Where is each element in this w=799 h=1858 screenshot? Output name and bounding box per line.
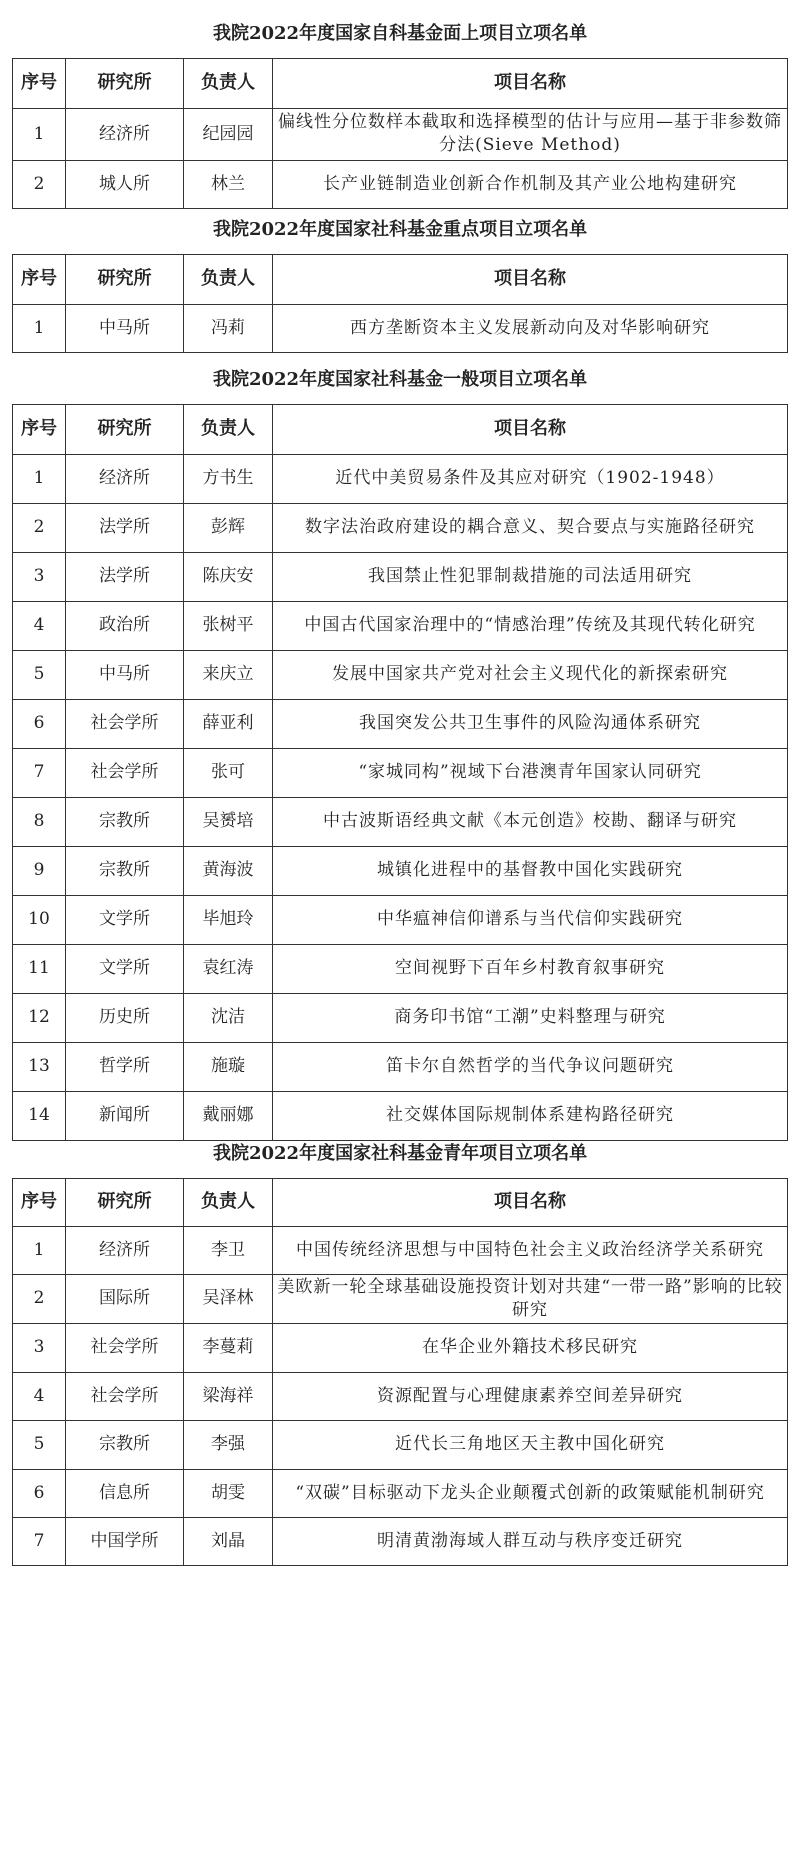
row-leader: 冯莉 [184, 304, 273, 352]
row-leader: 来庆立 [184, 650, 273, 699]
row-project-name: 明清黄渤海域人群互动与秩序变迁研究 [273, 1517, 788, 1565]
row-institute: 宗教所 [66, 846, 184, 895]
table-row [13, 1274, 788, 1323]
table-row [13, 1323, 788, 1372]
header-leader: 负责人 [184, 254, 273, 304]
table-header-row [13, 254, 788, 304]
row-project-name: 数字法治政府建设的耦合意义、契合要点与实施路径研究 [273, 503, 788, 552]
header-project-name: 项目名称 [273, 58, 788, 108]
table-header-row [13, 404, 788, 454]
row-leader: 胡雯 [184, 1469, 273, 1517]
table-row [13, 1469, 788, 1517]
row-institute: 法学所 [66, 503, 184, 552]
row-institute: 经济所 [66, 1226, 184, 1274]
header-no: 序号 [13, 404, 66, 454]
header-institute: 研究所 [66, 254, 184, 304]
table-row [13, 552, 788, 601]
header-institute: 研究所 [66, 58, 184, 108]
row-number: 5 [13, 650, 66, 699]
row-institute: 政治所 [66, 601, 184, 650]
project-table-2 [12, 206, 788, 353]
row-number: 5 [13, 1420, 66, 1469]
row-number: 6 [13, 1469, 66, 1517]
row-number: 2 [13, 160, 66, 208]
table-row [13, 1517, 788, 1565]
row-institute: 经济所 [66, 454, 184, 503]
table-row [13, 748, 788, 797]
table-row [13, 846, 788, 895]
row-number: 1 [13, 454, 66, 503]
header-leader: 负责人 [184, 1178, 273, 1226]
row-project-name: 社交媒体国际规制体系建构路径研究 [273, 1091, 788, 1140]
table-row [13, 1042, 788, 1091]
row-leader: 梁海祥 [184, 1372, 273, 1420]
header-no: 序号 [13, 254, 66, 304]
table-row [13, 454, 788, 503]
row-project-name: 近代长三角地区天主教中国化研究 [273, 1420, 788, 1469]
row-institute: 宗教所 [66, 797, 184, 846]
row-number: 3 [13, 552, 66, 601]
row-leader: 刘晶 [184, 1517, 273, 1565]
project-table-1 [12, 10, 788, 209]
section-title: 我院2022年度国家社科基金青年项目立项名单 [13, 1130, 788, 1178]
table-row [13, 503, 788, 552]
row-institute: 新闻所 [66, 1091, 184, 1140]
row-leader: 彭辉 [184, 503, 273, 552]
row-project-name: 空间视野下百年乡村教育叙事研究 [273, 944, 788, 993]
row-project-name: 商务印书馆“工潮”史料整理与研究 [273, 993, 788, 1042]
row-leader: 林兰 [184, 160, 273, 208]
table-row [13, 304, 788, 352]
row-institute: 信息所 [66, 1469, 184, 1517]
header-institute: 研究所 [66, 404, 184, 454]
table-row [13, 699, 788, 748]
row-leader: 张树平 [184, 601, 273, 650]
table-header-row [13, 1178, 788, 1226]
row-institute: 历史所 [66, 993, 184, 1042]
row-project-name: 我国禁止性犯罪制裁措施的司法适用研究 [273, 552, 788, 601]
row-number: 8 [13, 797, 66, 846]
header-project-name: 项目名称 [273, 254, 788, 304]
row-leader: 李强 [184, 1420, 273, 1469]
row-leader: 李卫 [184, 1226, 273, 1274]
row-leader: 戴丽娜 [184, 1091, 273, 1140]
row-leader: 方书生 [184, 454, 273, 503]
row-project-name: 长产业链制造业创新合作机制及其产业公地构建研究 [273, 160, 788, 208]
row-leader: 施璇 [184, 1042, 273, 1091]
row-institute: 国际所 [66, 1274, 184, 1323]
row-number: 7 [13, 748, 66, 797]
row-project-name: 发展中国家共产党对社会主义现代化的新探索研究 [273, 650, 788, 699]
row-project-name: 近代中美贸易条件及其应对研究（1902-1948） [273, 454, 788, 503]
table-row [13, 601, 788, 650]
row-project-name: 在华企业外籍技术移民研究 [273, 1323, 788, 1372]
section-title: 我院2022年度国家社科基金一般项目立项名单 [13, 356, 788, 404]
row-number: 4 [13, 601, 66, 650]
row-number: 1 [13, 304, 66, 352]
project-table-4 [12, 1130, 788, 1566]
row-institute: 社会学所 [66, 1372, 184, 1420]
row-number: 2 [13, 1274, 66, 1323]
table-row [13, 895, 788, 944]
row-institute: 文学所 [66, 944, 184, 993]
row-project-name: 笛卡尔自然哲学的当代争议问题研究 [273, 1042, 788, 1091]
row-number: 1 [13, 1226, 66, 1274]
row-project-name: 中古波斯语经典文献《本元创造》校勘、翻译与研究 [273, 797, 788, 846]
row-number: 9 [13, 846, 66, 895]
row-institute: 文学所 [66, 895, 184, 944]
row-leader: 黄海波 [184, 846, 273, 895]
header-no: 序号 [13, 58, 66, 108]
row-number: 12 [13, 993, 66, 1042]
table-row [13, 1420, 788, 1469]
table-row [13, 160, 788, 208]
table-row [13, 1372, 788, 1420]
header-project-name: 项目名称 [273, 1178, 788, 1226]
row-number: 1 [13, 108, 66, 160]
row-institute: 中国学所 [66, 1517, 184, 1565]
row-leader: 吴赟培 [184, 797, 273, 846]
row-leader: 陈庆安 [184, 552, 273, 601]
row-institute: 中马所 [66, 304, 184, 352]
row-institute: 哲学所 [66, 1042, 184, 1091]
row-project-name: 城镇化进程中的基督教中国化实践研究 [273, 846, 788, 895]
row-institute: 社会学所 [66, 748, 184, 797]
row-institute: 中马所 [66, 650, 184, 699]
row-institute: 城人所 [66, 160, 184, 208]
row-institute: 社会学所 [66, 699, 184, 748]
row-institute: 法学所 [66, 552, 184, 601]
header-leader: 负责人 [184, 404, 273, 454]
row-institute: 经济所 [66, 108, 184, 160]
row-number: 2 [13, 503, 66, 552]
header-no: 序号 [13, 1178, 66, 1226]
row-leader: 纪园园 [184, 108, 273, 160]
row-project-name: 中国传统经济思想与中国特色社会主义政治经济学关系研究 [273, 1226, 788, 1274]
table-row [13, 1226, 788, 1274]
row-leader: 毕旭玲 [184, 895, 273, 944]
project-table-3 [12, 356, 788, 1141]
row-number: 13 [13, 1042, 66, 1091]
table-row [13, 108, 788, 160]
row-institute: 宗教所 [66, 1420, 184, 1469]
header-institute: 研究所 [66, 1178, 184, 1226]
row-number: 3 [13, 1323, 66, 1372]
row-project-name: 中华瘟神信仰谱系与当代信仰实践研究 [273, 895, 788, 944]
row-number: 7 [13, 1517, 66, 1565]
table-row [13, 650, 788, 699]
row-leader: 李蔓莉 [184, 1323, 273, 1372]
table-header-row [13, 58, 788, 108]
row-number: 11 [13, 944, 66, 993]
row-project-name: 中国古代国家治理中的“情感治理”传统及其现代转化研究 [273, 601, 788, 650]
table-row [13, 944, 788, 993]
row-project-name: “家城同构”视域下台港澳青年国家认同研究 [273, 748, 788, 797]
header-leader: 负责人 [184, 58, 273, 108]
row-project-name: 我国突发公共卫生事件的风险沟通体系研究 [273, 699, 788, 748]
header-project-name: 项目名称 [273, 404, 788, 454]
row-number: 4 [13, 1372, 66, 1420]
table-row [13, 797, 788, 846]
row-leader: 张可 [184, 748, 273, 797]
table-row [13, 993, 788, 1042]
section-title: 我院2022年度国家自科基金面上项目立项名单 [13, 10, 788, 58]
row-number: 10 [13, 895, 66, 944]
row-leader: 沈洁 [184, 993, 273, 1042]
row-number: 14 [13, 1091, 66, 1140]
row-leader: 薛亚利 [184, 699, 273, 748]
row-number: 6 [13, 699, 66, 748]
section-title: 我院2022年度国家社科基金重点项目立项名单 [13, 206, 788, 254]
row-project-name: “双碳”目标驱动下龙头企业颠覆式创新的政策赋能机制研究 [273, 1469, 788, 1517]
row-project-name: 资源配置与心理健康素养空间差异研究 [273, 1372, 788, 1420]
row-institute: 社会学所 [66, 1323, 184, 1372]
row-project-name: 美欧新一轮全球基础设施投资计划对共建“一带一路”影响的比较研究 [273, 1274, 788, 1323]
row-leader: 吴泽林 [184, 1274, 273, 1323]
row-leader: 袁红涛 [184, 944, 273, 993]
row-project-name: 偏线性分位数样本截取和选择模型的估计与应用—基于非参数筛分法(Sieve Method) [273, 108, 788, 160]
row-project-name: 西方垄断资本主义发展新动向及对华影响研究 [273, 304, 788, 352]
